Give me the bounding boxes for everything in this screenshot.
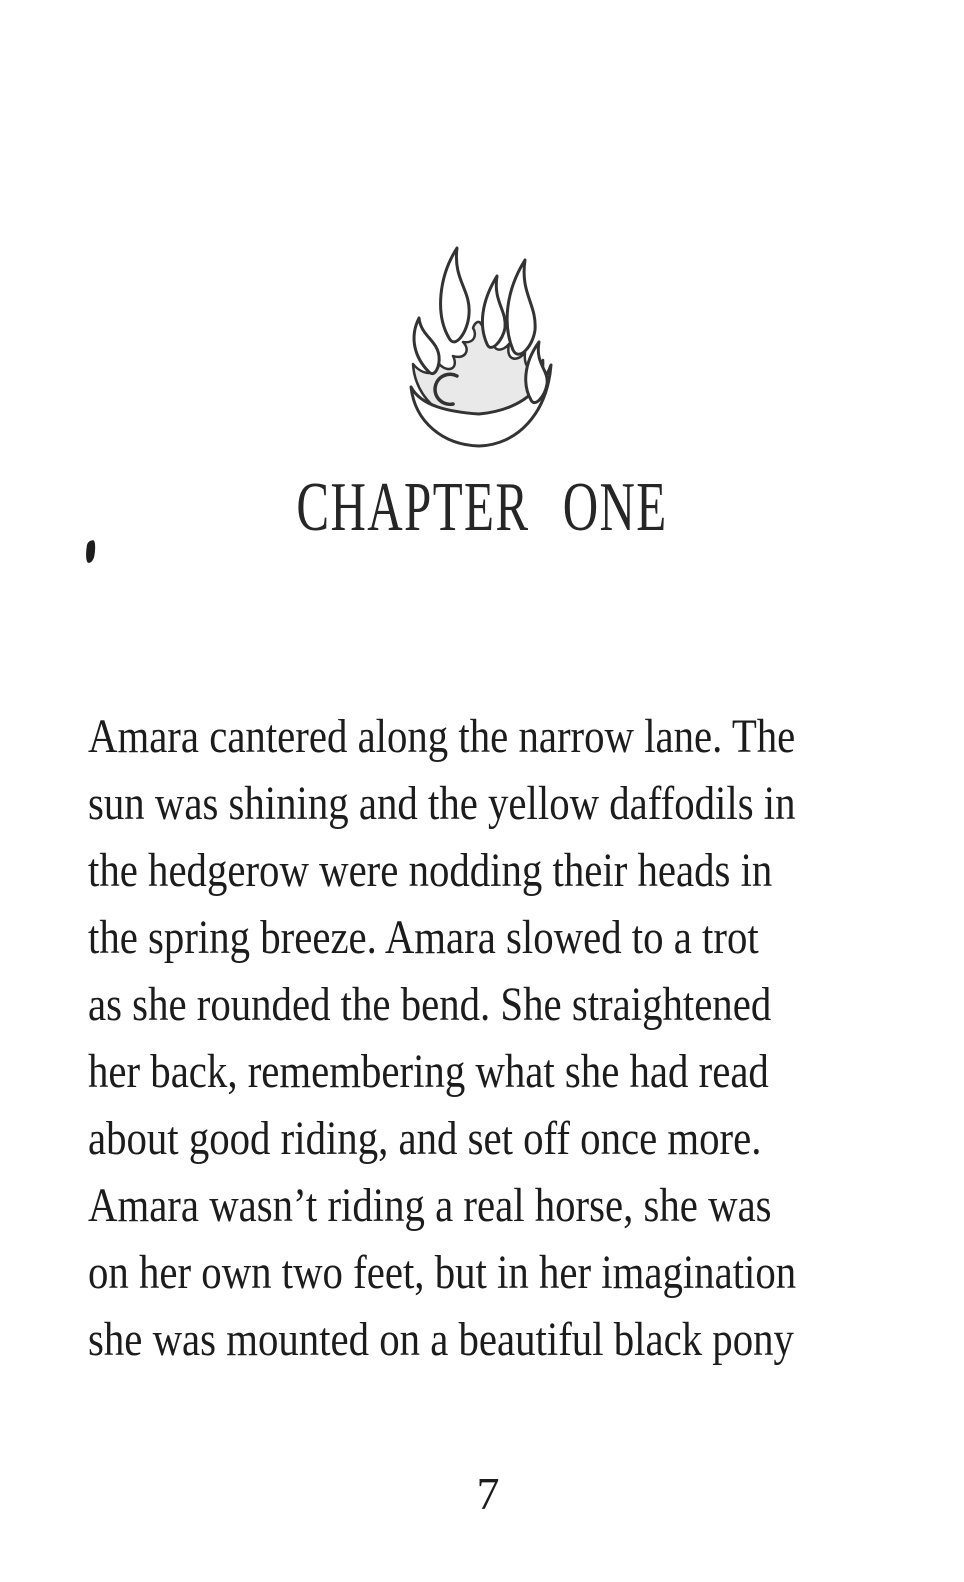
text-line: Amara wasn’t riding a real horse, she was bbox=[88, 1179, 772, 1232]
body-text bbox=[88, 703, 857, 1373]
flame-tongue-left-tall bbox=[441, 248, 470, 342]
text-line: about good riding, and set off once more. bbox=[88, 1112, 762, 1165]
text-line: as she rounded the bend. She straightened bbox=[88, 978, 772, 1031]
text-line: the spring breeze. Amara slowed to a trot bbox=[88, 911, 759, 964]
flame-tongue-right-tall bbox=[507, 260, 535, 354]
text-line: on her own two feet, but in her imagination bbox=[88, 1246, 797, 1299]
ink-speck bbox=[84, 539, 96, 563]
page-number: 7 bbox=[476, 1468, 500, 1519]
flame-tongue-middle bbox=[482, 276, 505, 347]
flame-tongue-right-low bbox=[526, 342, 547, 403]
text-line: her back, remembering what she had read bbox=[88, 1045, 769, 1098]
flame-tongue-far-left bbox=[414, 318, 439, 374]
flame-icon bbox=[393, 238, 565, 458]
text-line: she was mounted on a beautiful black pony bbox=[88, 1313, 794, 1366]
chapter-title: CHAPTER ONE bbox=[296, 469, 668, 546]
text-line: sun was shining and the yellow daffodils in bbox=[88, 777, 796, 830]
text-line: Amara cantered along the narrow lane. The bbox=[88, 710, 796, 763]
text-line: the hedgerow were nodding their heads in bbox=[88, 844, 773, 897]
